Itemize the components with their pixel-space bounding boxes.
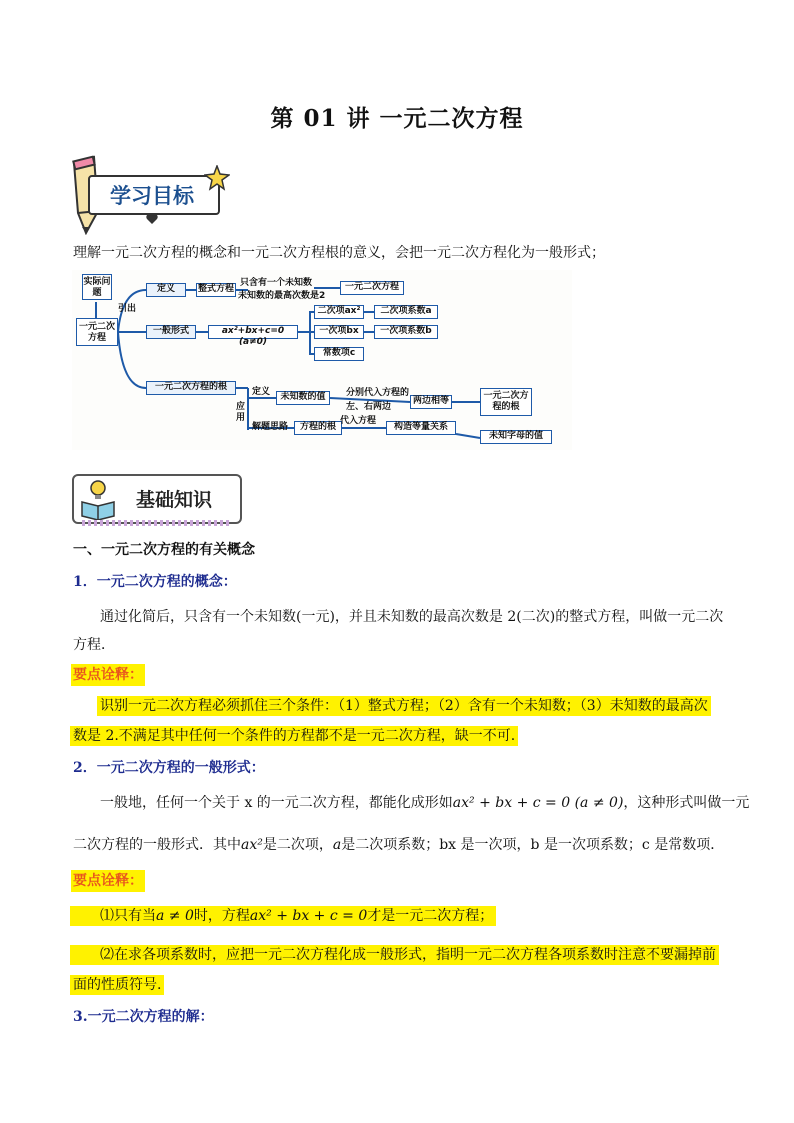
- node-root: 一元二次方程: [76, 318, 118, 346]
- section-heading-1: 一、一元二次方程的有关概念: [73, 542, 255, 558]
- note-label-2: 要点诠释：: [71, 870, 145, 892]
- star-icon: [204, 165, 230, 191]
- label-substitute-lr1: 分别代入方程的: [346, 388, 410, 398]
- item-1-body-line-1: 通过化简后，只含有一个未知数(一元)，并且未知数的最高次数是 2(二次)的整式方程，叫做一元二次: [100, 609, 724, 625]
- goal-text: 理解一元二次方程的概念和一元二次方程根的意义，会把一元二次方程化为一般形式；: [73, 245, 605, 261]
- note-label-1: 要点诠释：: [71, 664, 145, 686]
- node-root-of-equation: 一元二次方程的根: [146, 381, 236, 395]
- node-definition: 定义: [146, 283, 186, 297]
- label-cond2: 未知数的最高次数是2: [238, 291, 326, 301]
- node-lin-coef: 一次项系数b: [374, 325, 438, 339]
- note-2-point-1: ⑴只有当a ≠ 0时，方程ax² + bx + c = 0才是一元二次方程；: [70, 906, 496, 926]
- item-2-line-2: 二次方程的一般形式．其中ax²是二次项，a是二次项系数；bx 是一次项，b 是一次项系数；c 是常数项．: [73, 837, 725, 853]
- node-def-result: 一元二次方程: [340, 281, 404, 295]
- item-2-line-1: 一般地，任何一个关于 x 的一元二次方程，都能化成形如ax² + bx + c = 0 (a ≠ 0)，这种形式叫做一元: [100, 795, 750, 811]
- node-lin-term: 一次项bx: [314, 325, 364, 339]
- node-find-letter: 未知字母的值: [480, 430, 552, 444]
- note-2-point-2-line-1: ⑵在求各项系数时，应把一元二次方程化成一般形式，指明一元二次方程各项系数时注意不要漏掉前: [70, 945, 719, 965]
- note-2-point-2-line-2: 面的性质符号.: [70, 975, 164, 995]
- heart-icon: [146, 213, 158, 225]
- goals-banner: [68, 155, 228, 227]
- goals-banner-label: 学习目标: [110, 184, 194, 208]
- label-substitute: 代入方程: [340, 416, 377, 426]
- item-1-body-line-2: 方程．: [73, 637, 115, 653]
- node-general-form: 一般形式: [146, 325, 196, 339]
- label-cond1: 只含有一个未知数: [240, 278, 313, 288]
- label-substitute-lr2: 左、右两边: [346, 402, 392, 412]
- node-general-formula: ax²+bx+c=0 (a≠0): [208, 325, 298, 339]
- node-quad-coef: 二次项系数a: [374, 305, 438, 319]
- note-1-line-2: 数是 2.不满足其中任何一个条件的方程都不是一元二次方程，缺一不可.: [70, 726, 518, 746]
- item-3-title: 3.一元二次方程的解：: [73, 1009, 214, 1025]
- concept-map: [72, 270, 572, 450]
- item-2-title: 2．一元二次方程的一般形式：: [73, 760, 265, 776]
- label-def2: 定义: [252, 387, 271, 397]
- node-eq-root: 方程的根: [294, 421, 342, 435]
- node-root-result: 一元二次方程的根: [480, 388, 532, 416]
- label-idea: 解题思路: [252, 422, 289, 432]
- item-1-title: 1．一元二次方程的概念：: [73, 574, 237, 590]
- node-build-eq: 构造等量关系: [386, 421, 456, 435]
- node-both-equal: 两边相等: [410, 395, 452, 409]
- note-1-line-1: 识别一元二次方程必须抓住三个条件：（1）整式方程；（2）含有一个未知数；（3）未知数的最高次: [97, 696, 711, 716]
- label-introduce: 引出: [118, 304, 137, 314]
- label-apply: 应用: [236, 402, 246, 423]
- basics-banner-label: 基础知识: [136, 489, 213, 511]
- node-unknown-value: 未知数的值: [276, 391, 330, 405]
- general-formula: ax² + bx + c = 0 (a ≠ 0): [452, 795, 624, 811]
- book-bulb-icon: [78, 476, 118, 520]
- basics-banner: [72, 474, 240, 524]
- node-integral-equation: 整式方程: [196, 283, 236, 297]
- node-quad-term: 二次项ax²: [314, 305, 364, 319]
- node-actual-problem: 实际问题: [82, 274, 112, 300]
- page-title: 第 01 讲 一元二次方程: [270, 105, 524, 132]
- node-const-term: 常数项c: [314, 347, 364, 361]
